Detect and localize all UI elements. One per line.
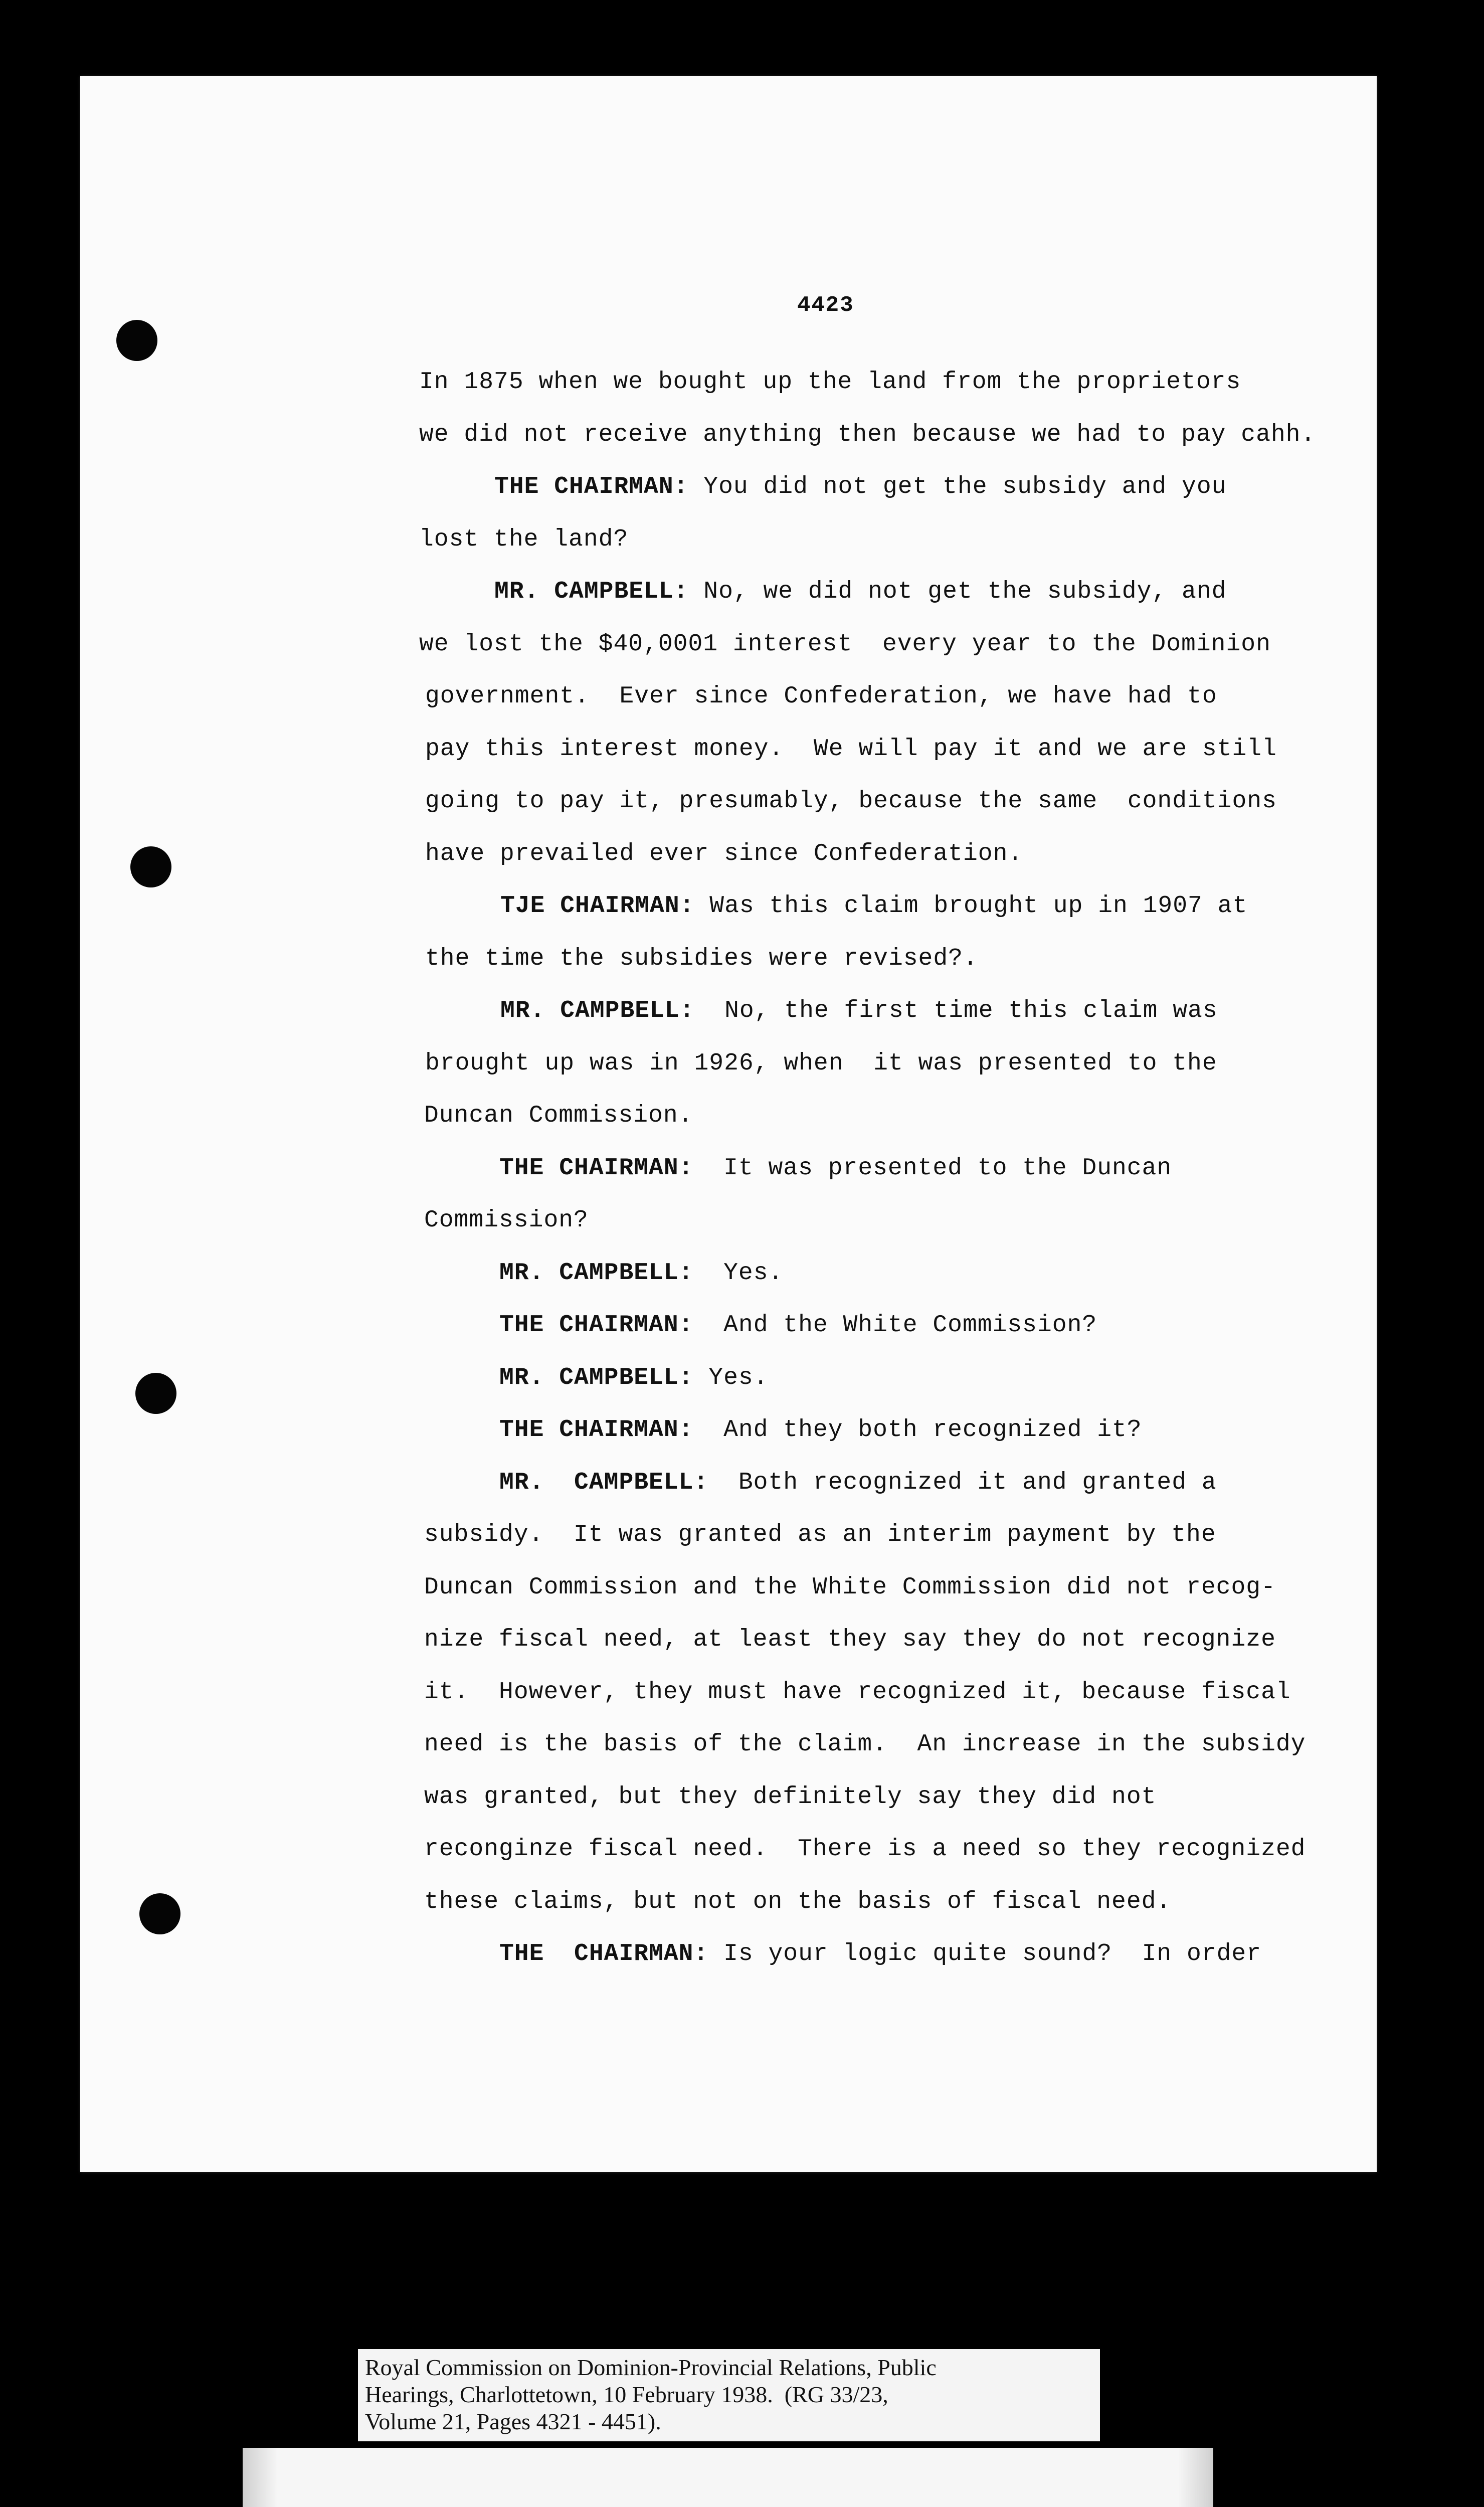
line-text: government. Ever since Confederation, we have had to (425, 683, 1217, 710)
transcript-line (494, 472, 1226, 502)
line-text: pay this interest money. We will pay it and we are still (425, 735, 1277, 763)
transcript-line (425, 839, 1023, 869)
catalogue-line-3: Volume 21, Pages 4321 - 4451). (365, 2409, 661, 2434)
transcript-line (419, 420, 1316, 450)
line-text: was granted, but they definitely say they did not (424, 1783, 1157, 1811)
line-text: Is your logic quite sound? In order (708, 1940, 1262, 1967)
line-text: No, the first time this claim was (694, 997, 1218, 1024)
transcript-line (424, 1520, 1216, 1550)
speaker-name: MR. CAMPBELL: (499, 1469, 709, 1496)
line-text: And the White Commission? (693, 1312, 1097, 1339)
card-left-edge (243, 2448, 278, 2507)
transcript-line (424, 1729, 1306, 1759)
transcript-line (424, 1205, 589, 1235)
transcript-line (419, 367, 1241, 397)
transcript-line (499, 1939, 1261, 1969)
page-number: 4423 (797, 293, 854, 318)
catalogue-label (358, 2349, 1100, 2441)
transcript-line (425, 1048, 1217, 1079)
transcript-line (419, 629, 1271, 659)
line-text: we lost the $40,0001 interest every year to the Dominion (419, 630, 1271, 658)
document-page (80, 76, 1377, 2172)
line-text: It was presented to the Duncan (693, 1154, 1172, 1182)
line-text: the time the subsidies were revised?. (425, 945, 978, 972)
transcript-line (500, 996, 1218, 1026)
punch-hole-2 (130, 846, 171, 887)
line-text: In 1875 when we bought up the land from the proprietors (419, 369, 1241, 396)
line-text: going to pay it, presumably, because the same conditions (425, 788, 1277, 815)
transcript-line (425, 944, 978, 974)
catalogue-line-1: Royal Commission on Dominion-Provincial Relations, Public (365, 2355, 937, 2380)
line-text: You did not get the subsidy and you (688, 473, 1227, 500)
transcript-line (425, 734, 1277, 764)
line-text: reconginze fiscal need. There is a need so they recognized (424, 1836, 1306, 1863)
speaker-name: MR. CAMPBELL: (500, 997, 695, 1024)
speaker-name: THE CHAIRMAN: (499, 1154, 694, 1182)
speaker-name: MR. CAMPBELL: (499, 1259, 694, 1287)
transcript-line (419, 524, 628, 555)
speaker-name: THE CHAIRMAN: (499, 1312, 694, 1339)
archives-card (243, 2448, 1213, 2507)
transcript-line (425, 786, 1277, 816)
speaker-name: TJE CHAIRMAN: (500, 892, 695, 920)
transcript-line (499, 1153, 1172, 1183)
line-text: Commission? (424, 1207, 589, 1234)
transcript-line (424, 1782, 1156, 1812)
transcript-line (424, 1101, 693, 1131)
transcript-line (499, 1310, 1097, 1340)
transcript-line (499, 1415, 1142, 1445)
line-text: need is the basis of the claim. An increase in the subsidy (424, 1731, 1306, 1758)
line-text: No, we did not get the subsidy, and (688, 578, 1227, 605)
speaker-name: THE CHAIRMAN: (499, 1940, 709, 1967)
transcript-line (499, 1363, 769, 1393)
speaker-name: MR. CAMPBELL: (499, 1364, 694, 1391)
punch-hole-3 (135, 1373, 176, 1414)
line-text: these claims, but not on the basis of fiscal need. (424, 1888, 1172, 1915)
transcript-line (424, 1887, 1171, 1917)
transcript-line (424, 1677, 1291, 1707)
catalogue-line-2: Hearings, Charlottetown, 10 February 1938. (RG 33/23, (365, 2382, 888, 2407)
line-text: lost the land? (419, 525, 629, 553)
line-text: Duncan Commission. (424, 1102, 693, 1129)
line-text: nize fiscal need, at least they say they do not recognize (424, 1626, 1276, 1653)
punch-hole-1 (116, 320, 157, 361)
transcript-line (494, 577, 1226, 607)
transcript-line (424, 1625, 1276, 1655)
line-text: have prevailed ever since Confederation. (425, 840, 1023, 867)
speaker-name: MR. CAMPBELL: (494, 578, 689, 605)
line-text: brought up was in 1926, when it was presented to the (425, 1049, 1217, 1077)
line-text: Was this claim brought up in 1907 at (694, 892, 1248, 920)
line-text: it. However, they must have recognized it, because fiscal (424, 1678, 1291, 1706)
line-text: Duncan Commission and the White Commission did not recog- (424, 1573, 1276, 1601)
punch-hole-4 (139, 1893, 180, 1934)
transcript-line (425, 681, 1217, 711)
transcript-line (499, 1258, 783, 1288)
transcript-line (424, 1572, 1276, 1602)
line-text: And they both recognized it? (693, 1416, 1142, 1444)
speaker-name: THE CHAIRMAN: (499, 1416, 694, 1444)
speaker-name: THE CHAIRMAN: (494, 473, 689, 500)
line-text: we did not receive anything then because we had to pay cahh. (419, 421, 1316, 448)
line-text: Yes. (693, 1259, 784, 1287)
transcript-line (500, 891, 1247, 921)
card-right-edge (1178, 2448, 1213, 2507)
transcript-line (424, 1834, 1306, 1864)
transcript-line (499, 1468, 1217, 1498)
line-text: Yes. (693, 1364, 769, 1391)
line-text: Both recognized it and granted a (708, 1469, 1217, 1496)
line-text: subsidy. It was granted as an interim payment by the (424, 1521, 1216, 1548)
